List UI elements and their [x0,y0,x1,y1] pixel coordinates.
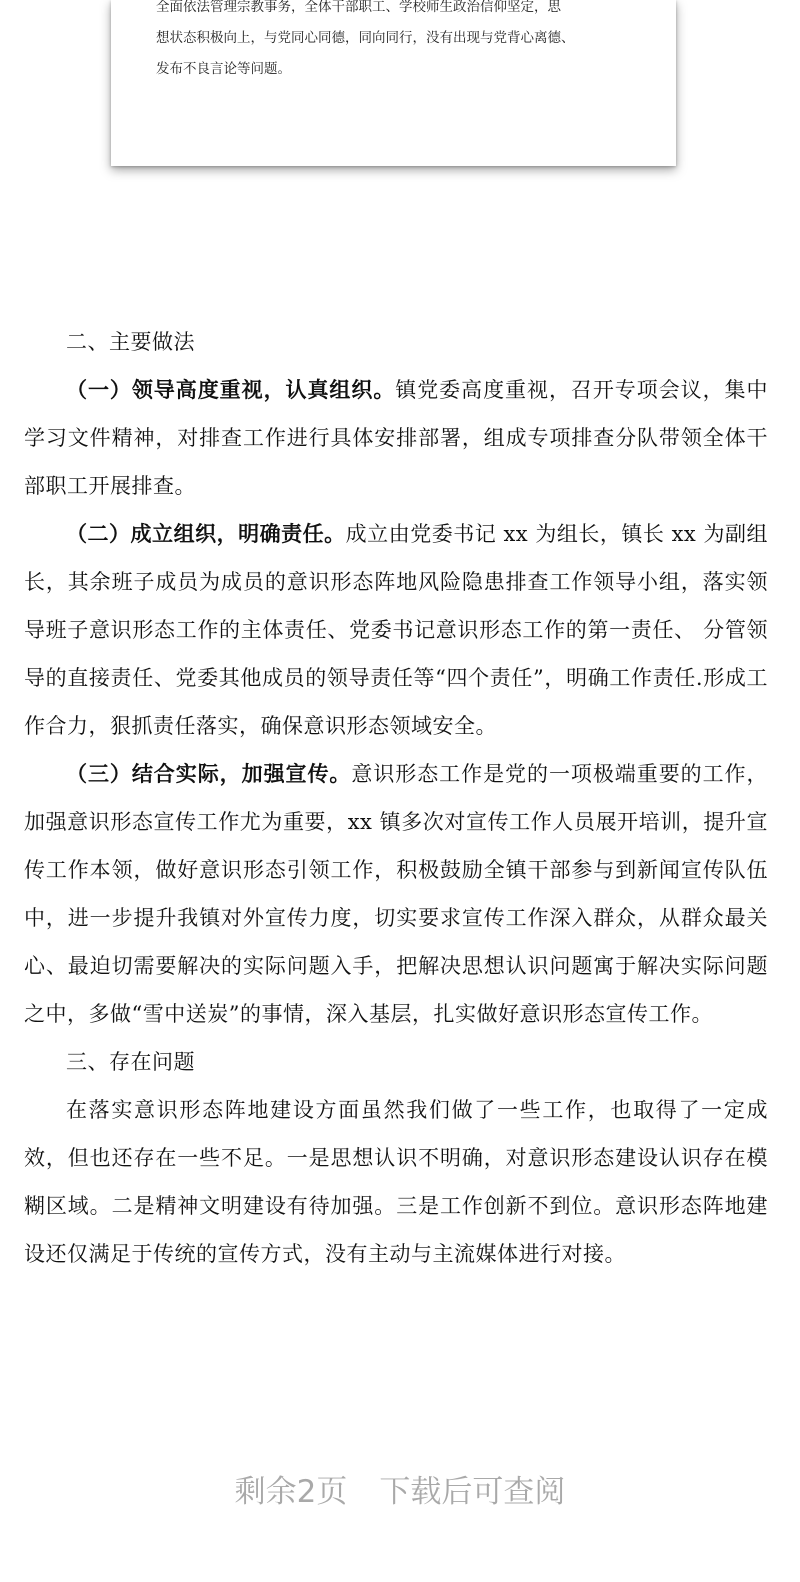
paragraph-item-1 [24,366,768,510]
item-3-text: 意识形态工作是党的一项极端重要的工作，加强意识形态宣传工作尤为重要，xx 镇多次对宣传工作人员展开培训，提升宣传工作本领，做好意识形态引领工作，积极鼓励全镇干部参与到新闻宣传队伍中，进一步提升我镇对外宣传力度，切实要求宣传工作深入群众，从群众最关心、最迫切需要解决的实际问题入手，把解决思想认识问题寓于解决实际问题之中，多做“雪中送炭”的事情，深入基层，扎实做好意识形态宣传工作。 [24,762,769,1026]
document-body [24,318,768,1278]
preview-page-card [111,0,676,166]
section-heading-main-practices: 二、主要做法 [66,330,195,354]
remaining-pages-banner[interactable] [0,1467,800,1517]
paragraph-problems: 在落实意识形态阵地建设方面虽然我们做了一些工作，也取得了一定成效，但也还存在一些不足。一是思想认识不明确，对意识形态建设认识存在模糊区域。二是精神文明建设有待加强。三是工作创新不到位。意识形态阵地建设还仅满足于传统的宣传方式，没有主动与主流媒体进行对接。 [24,1098,768,1266]
item-1-text: 镇党委高度重视，召开专项会议，集中学习文件精神，对排查工作进行具体安排部署，组成专项排查分队带领全体干部职工开展排查。 [24,378,769,498]
remaining-pages-text: 剩余2页 [234,1474,348,1510]
paragraph-item-3 [24,750,768,1038]
download-hint-text[interactable]: 下载后可查阅 [379,1474,566,1510]
item-1-title: （一）领导高度重视，认真组织。 [66,377,396,402]
card-text [156,0,646,85]
item-3-title: （三）结合实际，加强宣传。 [66,761,352,786]
card-line-3: 发布不良言论等问题。 [156,61,291,77]
section-heading-problems: 三、存在问题 [66,1050,195,1074]
card-line-2: 想状态积极向上，与党同心同德，同向同行，没有出现与党背心离德、 [156,30,575,46]
item-2-text: 成立由党委书记 xx 为组长，镇长 xx 为副组长，其余班子成员为成员的意识形态阵地风险隐患排查工作领导小组，落实领导班子意识形态工作的主体责任、党委书记意识形态工作的第一责任、 分管领导的直接责任、党委其他成员的领导责任等“四个责任”，明确工作责任.形成工作合力，狠抓责任落实，确保意识形态领域安全。 [24,522,768,738]
paragraph-item-2 [24,510,768,750]
card-line-1: 全面依法管理宗教事务，全体干部职工、学校师生政治信仰坚定，思 [156,0,561,15]
item-2-title: （二）成立组织，明确责任。 [66,521,346,546]
